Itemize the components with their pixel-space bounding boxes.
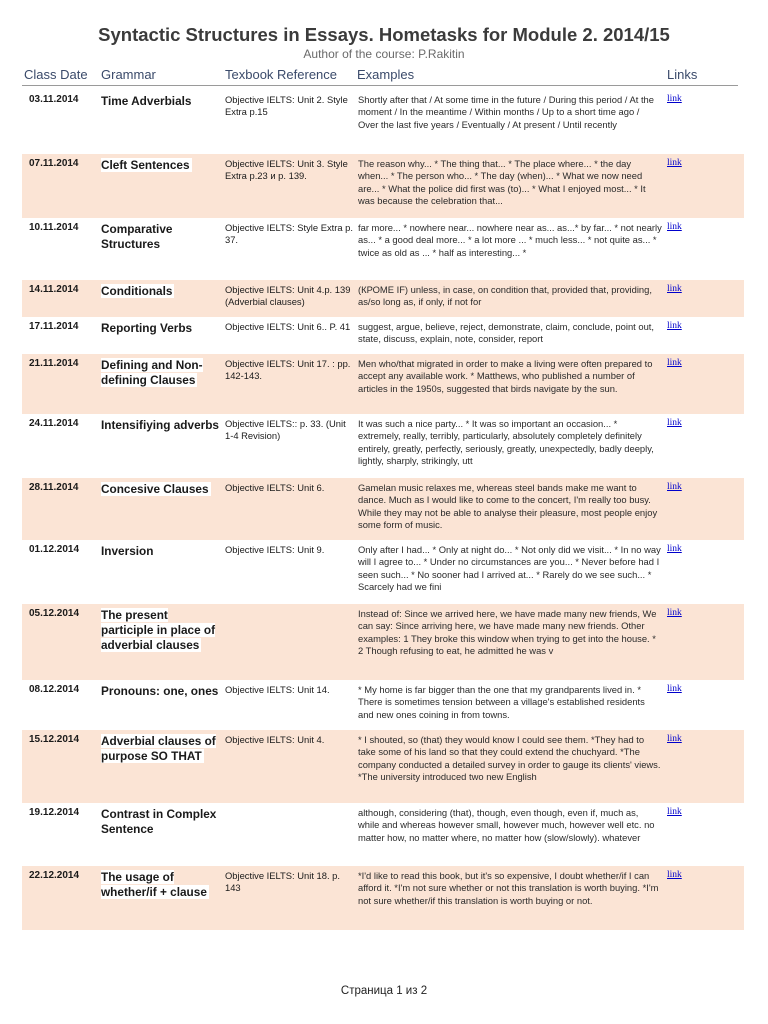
- row-examples: although, considering (that), though, even though, even if, much as, while and whereas however small, however much, however well etc. no matter how, no matter where, no matter how (slow/slowly). whatever: [358, 807, 655, 843]
- row-examples: Men who/that migrated in order to make a living were often prepared to accept any available work. * Matthews, who published a number of articles in the 1950s, suggested that birds navigate by the sun.: [358, 358, 653, 394]
- row-date: 15.12.2014: [29, 734, 80, 745]
- row-examples: * My home is far bigger than the one that my grandparents lived in. * There is sometimes tension between a village's established residents and new ones coining in from towns.: [358, 684, 645, 720]
- row-grammar: Conditionals: [101, 284, 173, 298]
- row-link[interactable]: link: [667, 684, 682, 694]
- row-examples: Gamelan music relaxes me, whereas steel bands make me want to dance. Much as I would like to come to the concert, I'm really too busy. While they may not be able to analyse their pleasure, most people enjoy some form of music.: [358, 482, 658, 530]
- row-link[interactable]: link: [667, 482, 682, 492]
- column-header-grammar: Grammar: [101, 67, 156, 82]
- row-date: 22.12.2014: [29, 870, 80, 881]
- row-examples: Shortly after that / At some time in the future / During this period / At the moment / In the meantime / Within months / Up to a short time ago / Over the last five years / Eventually / At present / Until recently: [358, 94, 654, 130]
- row-reference: Objective IELTS: Style Extra p. 37.: [225, 222, 353, 245]
- row-reference: Objective IELTS: Unit 4.p. 139 (Adverbial clauses): [225, 284, 351, 307]
- table-row: [22, 604, 744, 680]
- row-examples: The reason why... * The thing that... * The place where... * the day when... * The person who... * The day (when)... * What we now need are... * What the police did first was (to)... * What I enjoyed most... * It was because the celebration that...: [358, 158, 646, 206]
- row-link[interactable]: link: [667, 734, 682, 744]
- row-grammar: Contrast in Complex Sentence: [101, 807, 217, 836]
- row-date: 19.12.2014: [29, 807, 80, 818]
- table-row: [22, 218, 744, 280]
- row-link[interactable]: link: [667, 321, 682, 331]
- table-row: [22, 478, 744, 540]
- row-grammar: Inversion: [101, 544, 154, 558]
- table-row: [22, 803, 744, 866]
- row-examples: *I'd like to read this book, but it's so expensive, I doubt whether/if I can afford it. *I'm not sure whether or not this translation is worth buying. *I'm not sure whether/if this translation is worth buying or not.: [358, 870, 659, 906]
- row-date: 08.12.2014: [29, 684, 80, 695]
- row-reference: Objective IELTS: Unit 18. p. 143: [225, 870, 340, 893]
- table-row: [22, 414, 744, 478]
- row-reference: Objective IELTS: Unit 17. : pp. 142-143.: [225, 358, 351, 381]
- row-link[interactable]: link: [667, 870, 682, 880]
- row-reference: Objective IELTS: Unit 6.: [225, 482, 325, 493]
- row-link[interactable]: link: [667, 158, 682, 168]
- table-row: [22, 354, 744, 414]
- row-link[interactable]: link: [667, 807, 682, 817]
- row-grammar: Concesive Clauses: [101, 482, 209, 496]
- column-header-reference: Texbook Reference: [225, 67, 338, 82]
- row-grammar: Adverbial clauses of purpose SO THAT: [101, 734, 216, 763]
- column-header-examples: Examples: [357, 67, 415, 82]
- table-header: [22, 67, 738, 86]
- author-line: Author of the course: P.Rakitin: [303, 47, 465, 61]
- column-header-date: Class Date: [24, 67, 88, 82]
- table-row: [22, 866, 744, 930]
- row-examples: (КРОМЕ IF) unless, in case, on condition that, provided that, providing, as/so long as, if only, if not for: [358, 284, 652, 308]
- row-examples: far more... * nowhere near... nowhere near as... as...* by far... * not nearly as... * a good deal more... * a lot more ... * much less... * not quite as... * twice as old as ... * half as interesting... *: [358, 222, 662, 258]
- row-reference: Objective IELTS: Unit 14.: [225, 684, 330, 695]
- page-title: Syntactic Structures in Essays. Hometasks for Module 2. 2014/15: [98, 24, 670, 45]
- row-reference: Objective IELTS: Unit 2. Style Extra p.15: [225, 94, 348, 117]
- row-date: 17.11.2014: [29, 321, 79, 332]
- row-examples: It was such a nice party... * It was so important an occasion... * extremely, really, terribly, particularly, absolutely completely definitely entirely, greatly, perfectly, seriously, greatly, unexpectedly, badly deeply, lightly, sharply, strikingly, utt: [358, 418, 654, 466]
- hometask-table: [22, 90, 744, 930]
- row-examples: Only after I had... * Only at night do... * Not only did we visit... * In no way will I agree to... * Under no circumstances are you... * Never before had I seen such... * No sooner had I arrived at... * Rarely do we see such... * Scarcely had we fini: [358, 544, 661, 592]
- row-date: 01.12.2014: [29, 544, 80, 555]
- row-reference: Objective IELTS: Unit 3. Style Extra p.23 и p. 139.: [225, 158, 348, 181]
- row-grammar: Cleft Sentences: [101, 158, 190, 172]
- row-grammar: The present participle in place of adverbial clauses: [101, 608, 216, 652]
- table-row: [22, 317, 744, 354]
- row-grammar: Time Adverbials: [101, 94, 192, 108]
- row-date: 21.11.2014: [29, 358, 79, 369]
- row-date: 28.11.2014: [29, 482, 79, 493]
- row-date: 24.11.2014: [29, 418, 79, 429]
- row-grammar: Pronouns: one, ones: [101, 684, 219, 698]
- column-header-links: Links: [667, 67, 698, 82]
- row-date: 07.11.2014: [29, 158, 79, 169]
- row-link[interactable]: link: [667, 284, 682, 294]
- table-row: [22, 680, 744, 730]
- row-link[interactable]: link: [667, 418, 682, 428]
- row-link[interactable]: link: [667, 222, 682, 232]
- row-grammar: Intensifiying adverbs: [101, 418, 219, 432]
- row-link[interactable]: link: [667, 544, 682, 554]
- row-link[interactable]: link: [667, 358, 682, 368]
- page-footer: Страница 1 из 2: [340, 985, 428, 997]
- row-date: 05.12.2014: [29, 608, 80, 619]
- row-link[interactable]: link: [667, 94, 682, 104]
- table-row: [22, 280, 744, 317]
- row-examples: * I shouted, so (that) they would know I could see them. *They had to take some of his land so that they could extend the chuchyard. *The company conducted a detailed survey in order to gauge its clients' views. *The university introduced two new English: [358, 734, 661, 782]
- row-grammar: Comparative Structures: [101, 222, 173, 251]
- row-grammar: Reporting Verbs: [101, 321, 193, 335]
- row-reference: Objective IELTS:: p. 33. (Unit 1-4 Revision): [225, 418, 346, 441]
- table-row: [22, 154, 744, 218]
- row-grammar: Defining and Non-defining Clauses: [101, 358, 203, 387]
- row-examples: suggest, argue, believe, reject, demonstrate, claim, conclude, point out, state, discuss, explain, note, consider, report: [358, 321, 654, 345]
- table-row: [22, 90, 744, 146]
- row-link[interactable]: link: [667, 608, 682, 618]
- row-examples: Instead of: Since we arrived here, we have made many new friends, We can say: Since arriving here, we have made many new friends. Other examples: 1 They broke this window when trying to get into the house. * 2 Though refusing to eat, he admitted he was v: [358, 608, 657, 656]
- row-date: 10.11.2014: [29, 222, 79, 233]
- row-grammar: The usage of whether/if + clause: [101, 870, 207, 899]
- row-date: 14.11.2014: [29, 284, 79, 295]
- table-row: [22, 540, 744, 604]
- row-reference: Objective IELTS: Unit 4.: [225, 734, 325, 745]
- table-row: [22, 730, 744, 803]
- row-reference: Objective IELTS: Unit 9.: [225, 544, 325, 555]
- row-reference: Objective IELTS: Unit 6.. P. 41: [225, 321, 351, 332]
- row-date: 03.11.2014: [29, 94, 79, 105]
